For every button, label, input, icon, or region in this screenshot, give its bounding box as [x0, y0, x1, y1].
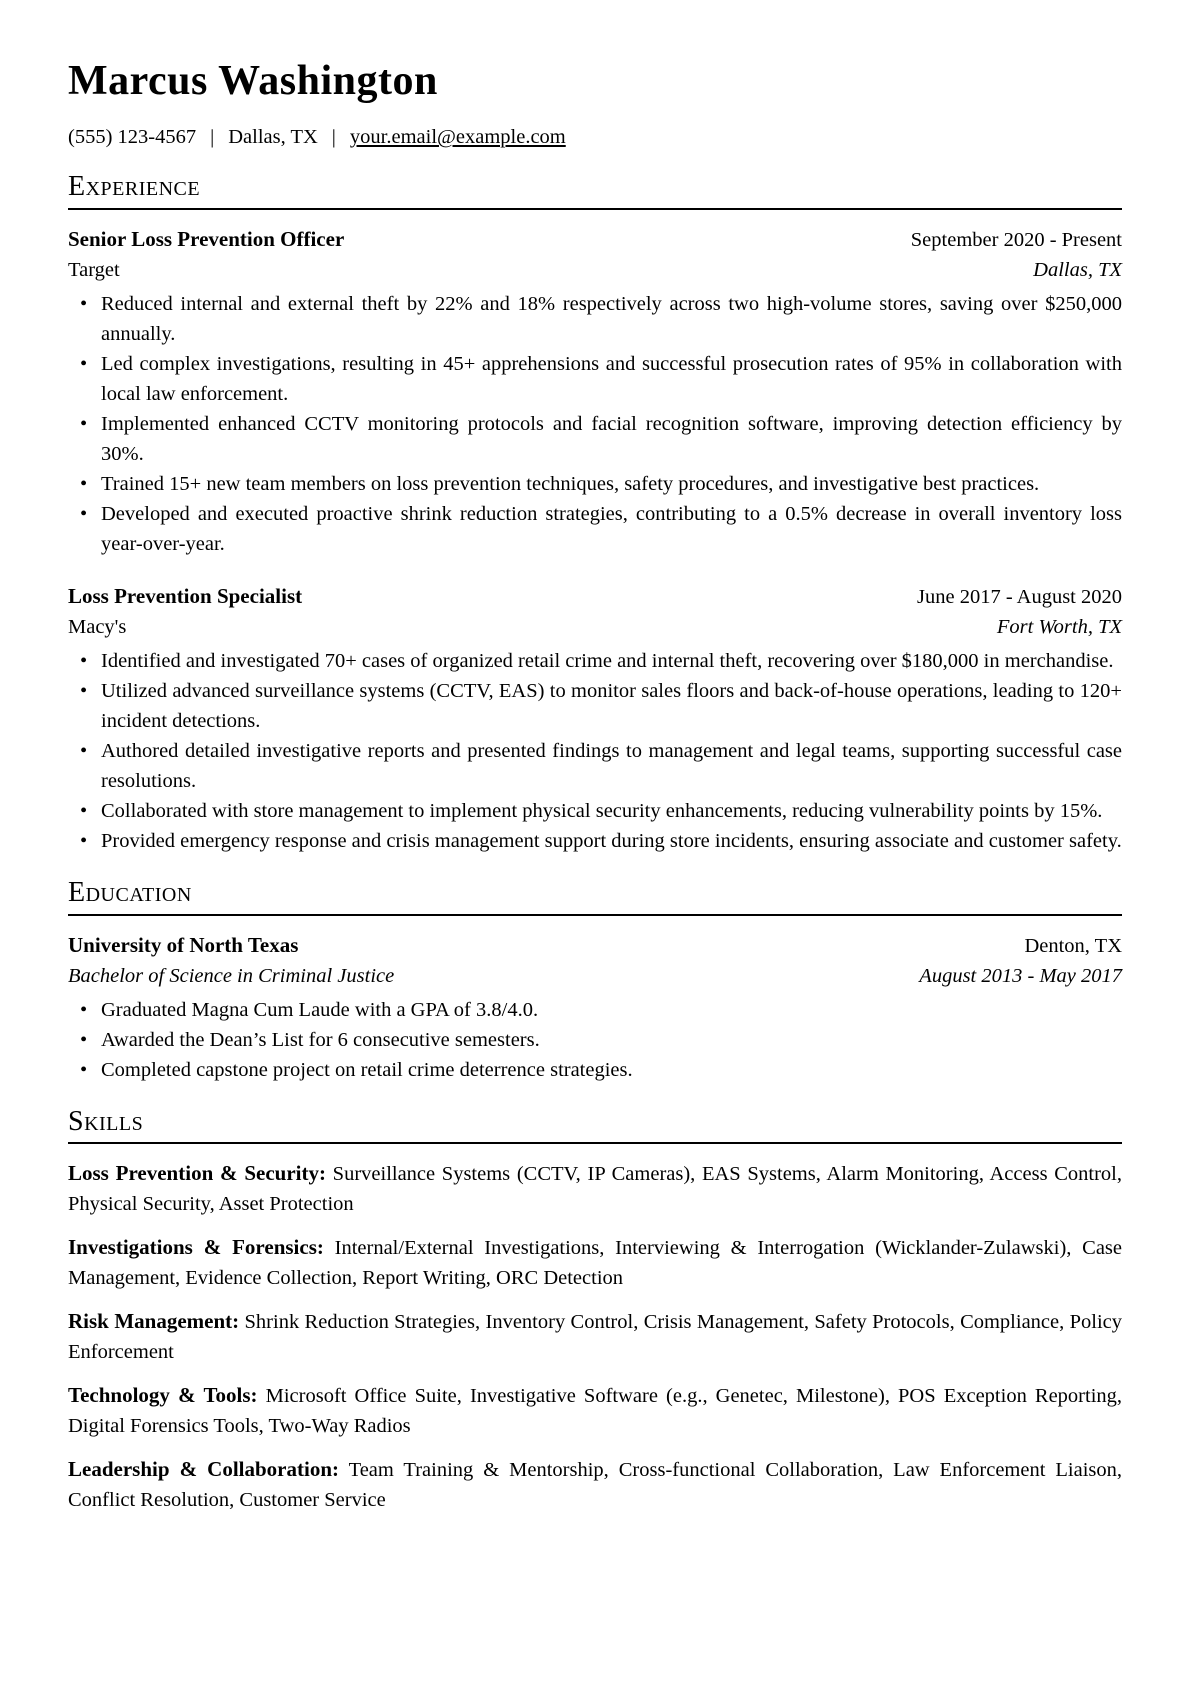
skill-line [68, 1158, 1122, 1219]
job-title: Loss Prevention Specialist [68, 583, 303, 608]
job-location: Fort Worth, TX [996, 615, 1122, 638]
education-section-title: Education [68, 878, 1122, 916]
contact-location: Dallas, TX [228, 126, 318, 148]
education-section [68, 878, 1122, 1085]
job-company: Target [68, 258, 120, 281]
skill-category-label: Loss Prevention & Security: [68, 1161, 326, 1186]
skill-line [68, 1454, 1122, 1515]
email-link[interactable]: your.email@example.com [349, 126, 566, 148]
skill-line [68, 1232, 1122, 1293]
skill-category-label: Risk Management: [68, 1309, 240, 1334]
job-company: Macy's [68, 615, 127, 638]
skill-category-text: Team Training & Mentorship, Cross-functional Collaboration, Law Enforcement Liaison, Conflict Resolution, Customer Service [68, 1459, 1122, 1512]
job-dates: September 2020 - Present [910, 228, 1122, 251]
job-bullet: • Developed and executed proactive shrink reduction strategies, contributing to a 0.5% decrease in overall inventory loss year-over-year. [101, 499, 1122, 559]
job-bullet: • Collaborated with store management to implement physical security enhancements, reducing vulnerability points by 15%. [101, 796, 1122, 826]
job-entry [68, 581, 1122, 856]
job-bullet: • Led complex investigations, resulting in 45+ apprehensions and successful prosecution rates of 95% in collaboration with local law enforcement. [101, 349, 1122, 409]
experience-section [68, 172, 1122, 856]
skill-category-text: Internal/External Investigations, Interviewing & Interrogation (Wicklander-Zulawski), Case Management, Evidence Collection, Report Writing, ORC Detection [68, 1237, 1123, 1290]
skill-category-label: Investigations & Forensics: [68, 1235, 324, 1260]
job-bullet-list [68, 289, 1122, 559]
skill-line [68, 1306, 1122, 1367]
job-bullet: • Implemented enhanced CCTV monitoring protocols and facial recognition software, improving detection efficiency by 30%. [101, 409, 1122, 469]
school-name: University of North Texas [68, 932, 299, 957]
education-bullet-list [68, 995, 1122, 1085]
skills-section [68, 1107, 1122, 1516]
job-bullet: • Identified and investigated 70+ cases of organized retail crime and internal theft, recovering over $180,000 in merchandise. [101, 646, 1122, 676]
job-bullet: • Provided emergency response and crisis management support during store incidents, ensuring associate and customer safety. [101, 826, 1122, 856]
contact-line [68, 124, 1122, 150]
skills-section-title: Skills [68, 1107, 1122, 1145]
skill-category-label: Leadership & Collaboration: [68, 1457, 340, 1482]
job-entry [68, 224, 1122, 559]
degree-name: Bachelor of Science in Criminal Justice [68, 964, 395, 987]
education-bullet: • Graduated Magna Cum Laude with a GPA of 3.8/4.0. [101, 995, 1122, 1025]
skill-category-text: Shrink Reduction Strategies, Inventory Control, Crisis Management, Safety Protocols, Compliance, Policy Enforcement [68, 1311, 1122, 1364]
job-bullet: • Utilized advanced surveillance systems (CCTV, EAS) to monitor sales floors and back-of-house operations, leading to 120+ incident detections. [101, 676, 1122, 736]
job-title: Senior Loss Prevention Officer [68, 226, 345, 251]
contact-separator: | [210, 126, 215, 148]
job-bullet: • Trained 15+ new team members on loss prevention techniques, safety procedures, and investigative best practices. [101, 469, 1122, 499]
job-bullet: • Reduced internal and external theft by 22% and 18% respectively across two high-volume stores, saving over $250,000 annually. [101, 289, 1122, 349]
resume-name: Marcus Washington [68, 58, 438, 104]
education-bullet: • Awarded the Dean’s List for 6 consecutive semesters. [101, 1025, 1122, 1055]
job-bullet: • Authored detailed investigative reports and presented findings to management and legal teams, supporting successful case resolutions. [101, 736, 1122, 796]
contact-separator: | [331, 126, 336, 148]
job-bullet-list [68, 646, 1122, 856]
school-location: Denton, TX [1024, 934, 1122, 957]
phone-number: (555) 123-4567 [68, 126, 197, 148]
experience-section-title: Experience [68, 172, 1122, 210]
skill-category-text: Surveillance Systems (CCTV, IP Cameras), EAS Systems, Alarm Monitoring, Access Control, Physical Security, Asset Protection [68, 1163, 1122, 1216]
education-entry [68, 930, 1122, 1085]
school-dates: August 2013 - May 2017 [919, 964, 1122, 987]
skill-category-label: Technology & Tools: [68, 1383, 258, 1408]
job-dates: June 2017 - August 2020 [917, 585, 1122, 608]
skill-line [68, 1380, 1122, 1441]
job-location: Dallas, TX [1033, 258, 1122, 281]
education-bullet: • Completed capstone project on retail crime deterrence strategies. [101, 1055, 1122, 1085]
skill-category-text: Microsoft Office Suite, Investigative Software (e.g., Genetec, Milestone), POS Exception Reporting, Digital Forensics Tools, Two-Way Radios [68, 1385, 1123, 1438]
